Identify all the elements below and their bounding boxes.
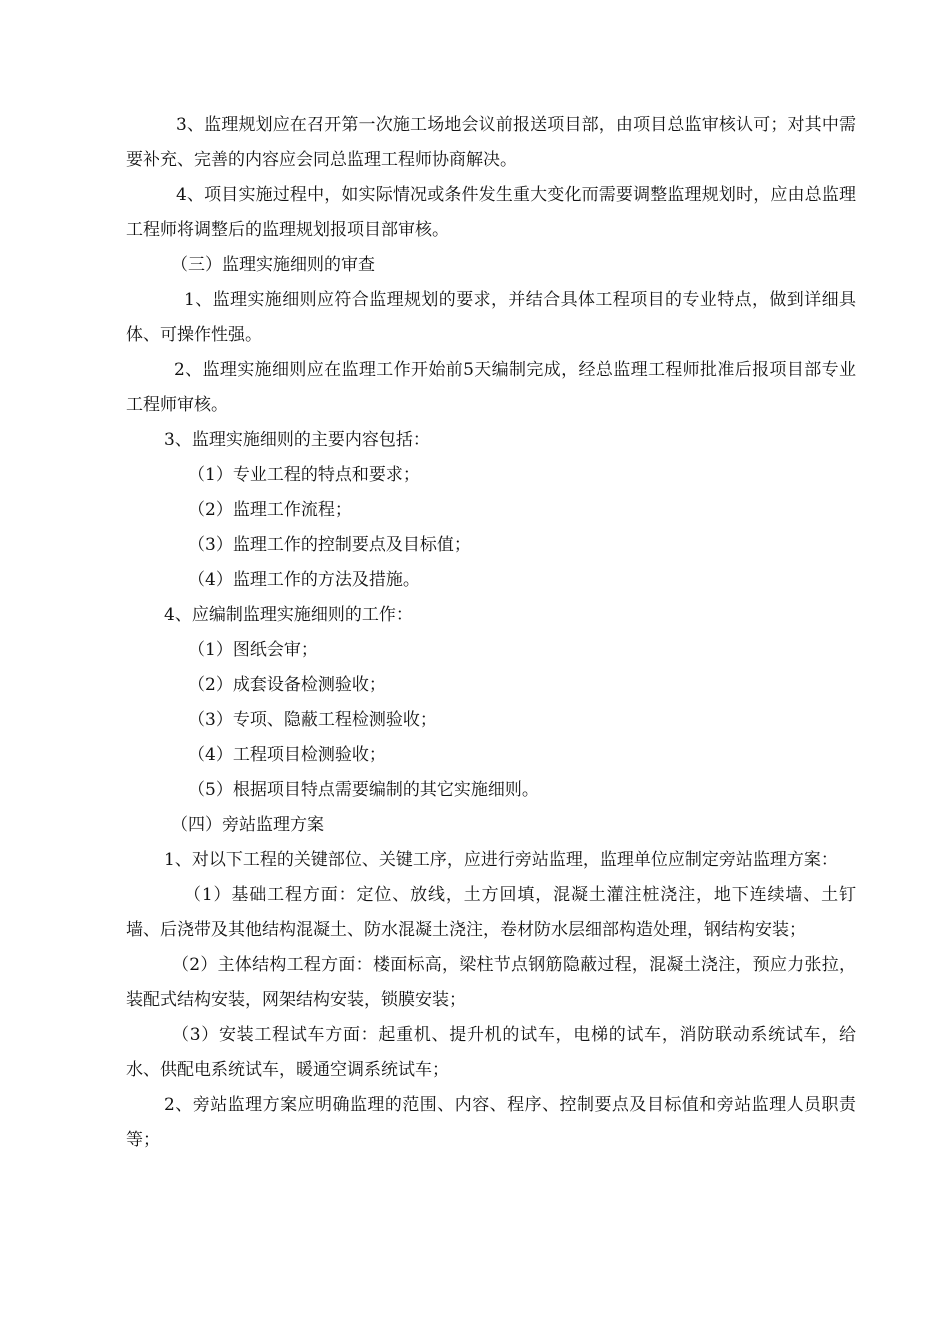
section-heading-4: （四）旁站监理方案 xyxy=(171,815,324,835)
paragraph-3-rules-content: 3、监理实施细则的主要内容包括： xyxy=(164,430,430,450)
section-heading-3: （三）监理实施细则的审查 xyxy=(171,255,375,275)
paragraph-4-rules-work: 4、应编制监理实施细则的工作： xyxy=(164,605,413,625)
list-item: （4）监理工作的方法及措施。 xyxy=(188,570,420,590)
paragraph-4-plan-adjustment: 4、项目实施过程中，如实际情况或条件发生重大变化而需要调整监理规划时，应由总监理工程师将调整后的监理规划报项目部审核。 xyxy=(126,185,856,240)
list-item: （3）监理工作的控制要点及目标值； xyxy=(188,535,471,555)
paragraph-main-structure: （2）主体结构工程方面：楼面标高，梁柱节点钢筋隐蔽过程，混凝土浇注，预应力张拉，装配式结构安装，网架结构安装，锁膜安装； xyxy=(126,955,856,1010)
list-item: （1）图纸会审； xyxy=(188,640,318,660)
list-item: （1）专业工程的特点和要求； xyxy=(188,465,420,485)
list-item: （5）根据项目特点需要编制的其它实施细则。 xyxy=(188,780,539,800)
list-item: （2）监理工作流程； xyxy=(188,500,352,520)
paragraph-3-plan-review: 3、监理规划应在召开第一次施工场地会议前报送项目部，由项目总监审核认可；对其中需要补充、完善的内容应会同总监理工程师协商解决。 xyxy=(126,115,856,170)
paragraph-1-side-station: 1、对以下工程的关键部位、关键工序，应进行旁站监理，监理单位应制定旁站监理方案： xyxy=(164,850,838,870)
document-body xyxy=(126,108,856,1158)
paragraph-2-rules-timing: 2、监理实施细则应在监理工作开始前5天编制完成，经总监理工程师批准后报项目部专业工程师审核。 xyxy=(126,360,856,415)
paragraph-2-side-station-plan: 2、旁站监理方案应明确监理的范围、内容、程序、控制要点及目标值和旁站监理人员职责等； xyxy=(126,1095,856,1150)
list-item: （3）专项、隐蔽工程检测验收； xyxy=(188,710,437,730)
list-item: （2）成套设备检测验收； xyxy=(188,675,386,695)
paragraph-installation-testing: （3）安装工程试车方面：起重机、提升机的试车，电梯的试车，消防联动系统试车，给水、供配电系统试车，暖通空调系统试车； xyxy=(126,1025,856,1080)
paragraph-foundation-works: （1）基础工程方面：定位、放线，土方回填，混凝土灌注桩浇注，地下连续墙、土钉墙、后浇带及其他结构混凝土、防水混凝土浇注，卷材防水层细部构造处理，钢结构安装； xyxy=(126,885,856,940)
list-item: （4）工程项目检测验收； xyxy=(188,745,386,765)
paragraph-1-rules-requirements: 1、监理实施细则应符合监理规划的要求，并结合具体工程项目的专业特点，做到详细具体、可操作性强。 xyxy=(126,290,856,345)
